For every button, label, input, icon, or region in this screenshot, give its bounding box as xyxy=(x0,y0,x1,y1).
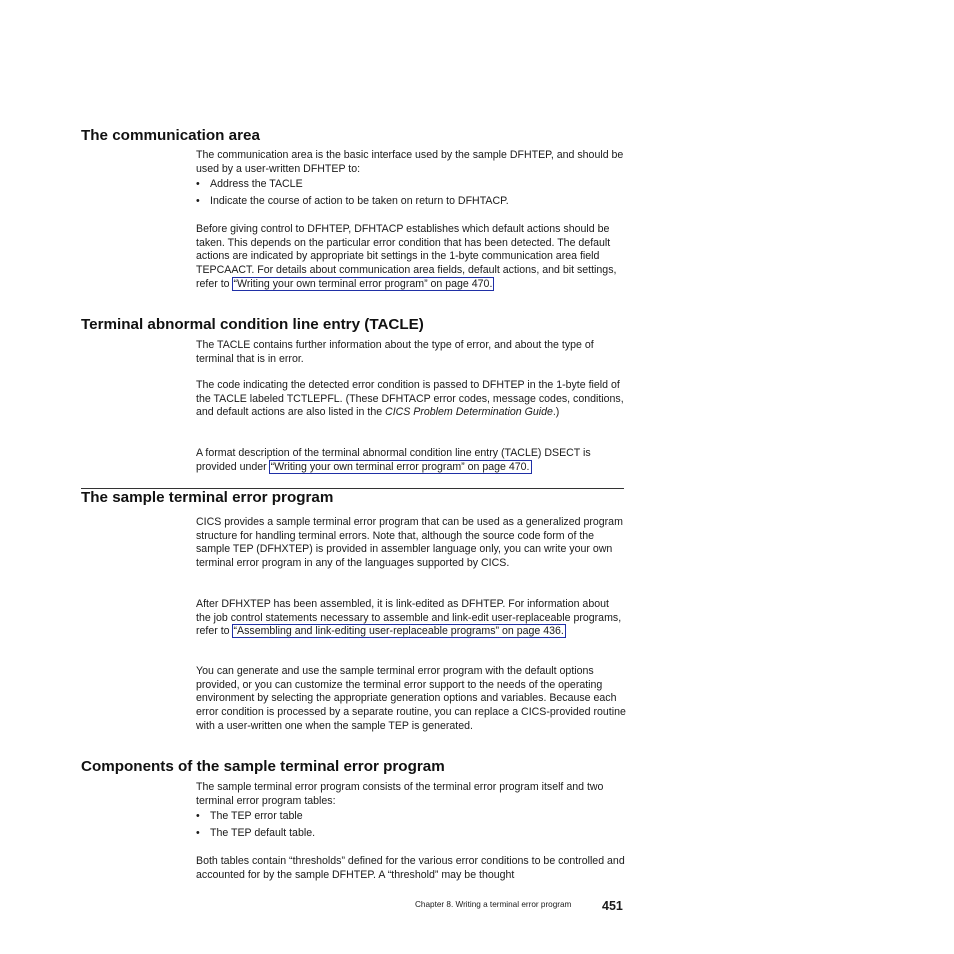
paragraph: The sample terminal error program consists of the terminal error program itself and two terminal error program tables: xyxy=(196,781,604,807)
bullet-icon: • xyxy=(196,178,200,190)
paragraph: You can generate and use the sample terminal error program with the default options provided, or you can customize the terminal error support to the needs of the operating environment by selecting the appropriate generation options and variables. Because each error condition is processed by a separate routine, you can replace a CICS-provided routine with a user-written one when the sample TEP is generated. xyxy=(196,665,626,732)
cross-reference-link[interactable]: “Assembling and link-editing user-replaceable programs” on page 436. xyxy=(233,625,564,638)
paragraph: A format description of the terminal abnormal condition line entry (TACLE) DSECT is provided under “Writing your own terminal error program” on page 470. xyxy=(196,447,591,473)
bullet-icon: • xyxy=(196,810,200,822)
cross-reference-link[interactable]: “Writing your own terminal error program” on page 470. xyxy=(270,460,530,473)
heading-sample-terminal-error-program: The sample terminal error program xyxy=(81,489,334,506)
paragraph: CICS provides a sample terminal error program that can be used as a generalized program structure for handling terminal errors. Note that, although the source code form of the sample TEP (DFHXTEP) is provided in assembler language only, you can write your own terminal error program in any of the languages supported by CICS. xyxy=(196,516,623,570)
paragraph: The TACLE contains further information about the type of error, and about the type of terminal that is in error. xyxy=(196,339,594,365)
heading-components: Components of the sample terminal error program xyxy=(81,758,445,775)
list-item: • Indicate the course of action to be taken on return to DFHTACP. xyxy=(196,195,509,207)
cross-reference-link[interactable]: “Writing your own terminal error program” on page 470. xyxy=(233,277,493,290)
footer-chapter: Chapter 8. Writing a terminal error program xyxy=(415,900,572,909)
list-item: • Address the TACLE xyxy=(196,178,303,190)
paragraph: Before giving control to DFHTEP, DFHTACP establishes which default actions should be taken. This depends on the particular error condition that has been detected. The default actions are indicated by appropriate bit settings in the 1-byte communication area field TEPCAACT. For details about communication area fields, default actions, and bit settings, refer to “Writing your own terminal error program” on page 470. xyxy=(196,223,617,290)
bullet-icon: • xyxy=(196,827,200,839)
paragraph: The code indicating the detected error condition is passed to DFHTEP in the 1-byte field of the TACLE labeled TCTLEPFL. (These DFHTACP error codes, message codes, conditions, and default actions are also listed in the CICS Problem Determination Guide.) xyxy=(196,379,624,419)
book-title: CICS Problem Determination Guide xyxy=(385,406,553,419)
paragraph: After DFHXTEP has been assembled, it is link-edited as DFHTEP. For information about the job control statements necessary to assemble and link-edit user-replaceable programs, refer to “Assembling and link-editing user-replaceable programs” on page 436. xyxy=(196,598,622,638)
list-item: • The TEP error table xyxy=(196,810,303,822)
heading-communication-area: The communication area xyxy=(81,127,260,144)
bullet-icon: • xyxy=(196,195,200,207)
list-item: • The TEP default table. xyxy=(196,827,316,839)
paragraph: The communication area is the basic interface used by the sample DFHTEP, and should be used by a user-written DFHTEP to: xyxy=(196,149,624,175)
paragraph: Both tables contain “thresholds” defined for the various error conditions to be controlled and accounted for by the sample DFHTEP. A “threshold” may be thought xyxy=(196,855,625,881)
heading-tacle: Terminal abnormal condition line entry (TACLE) xyxy=(81,316,424,333)
page-number: 451 xyxy=(602,899,623,913)
